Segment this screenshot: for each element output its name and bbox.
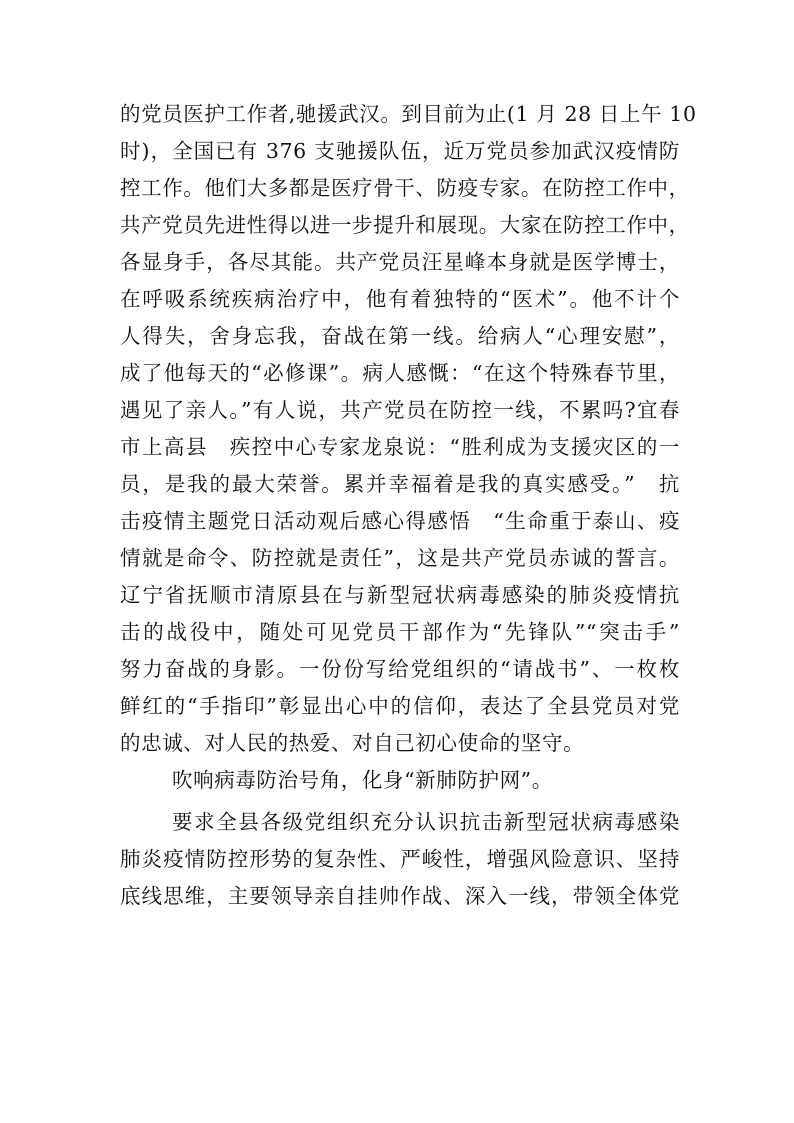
text-line: 底线思维，主要领导亲自挂帅作战、深入一线，带领全体党 [120,884,680,908]
document-page [120,96,697,915]
text-line: 在呼吸系统疾病治疗中，他有着独特的“医术”。他不计个 [120,287,680,311]
text-line: 员，是我的最大荣誉。累并幸福着是我的真实感受。” 抗 [120,472,680,496]
text-line: 遇见了亲人。”有人说，共产党员在防控一线，不累吗?宜春 [120,398,680,422]
section-heading: 吹响病毒防治号角，化身“新肺防护网”。 [172,768,553,792]
text-line: 击的战役中，随处可见党员干部作为“先锋队”“突击手” [120,620,680,644]
text-line: 时)，全国已有 376 支驰援队伍，近万党员参加武汉疫情防 [120,139,680,163]
text-line: 辽宁省抚顺市清原县在与新型冠状病毒感染的肺炎疫情抗 [120,583,680,607]
text-line: 的党员医护工作者,驰援武汉。到目前为止(1 月 28 日上午 10 [120,102,697,126]
text-line: 努力奋战的身影。一份份写给党组织的“请战书”、一枚枚 [120,657,680,681]
text-line: 情就是命令、防控就是责任”，这是共产党员赤诚的誓言。 [120,546,680,570]
text-line: 的忠诚、对人民的热爱、对自己初心使命的坚守。 [120,731,585,755]
text-line: 共产党员先进性得以进一步提升和展现。大家在防控工作中， [120,213,690,237]
text-line: 人得失，舍身忘我，奋战在第一线。给病人“心理安慰”， [120,324,680,348]
text-line: 控工作。他们大多都是医疗骨干、防疫专家。在防控工作中， [120,176,690,200]
text-line: 各显身手，各尽其能。共产党员汪星峰本身就是医学博士， [120,250,680,274]
text-line: 成了他每天的“必修课”。病人感慨：“在这个特殊春节里， [120,361,680,385]
text-line: 肺炎疫情防控形势的复杂性、严峻性，增强风险意识、坚持 [120,847,680,871]
text-line: 要求全县各级党组织充分认识抗击新型冠状病毒感染 [172,810,680,834]
text-line: 鲜红的“手指印”彰显出心中的信仰，表达了全县党员对党 [120,694,680,718]
text-line: 市上高县 疾控中心专家龙泉说：“胜利成为支援灾区的一 [120,435,680,459]
text-line: 击疫情主题党日活动观后感心得感悟 “生命重于泰山、疫 [120,509,680,533]
